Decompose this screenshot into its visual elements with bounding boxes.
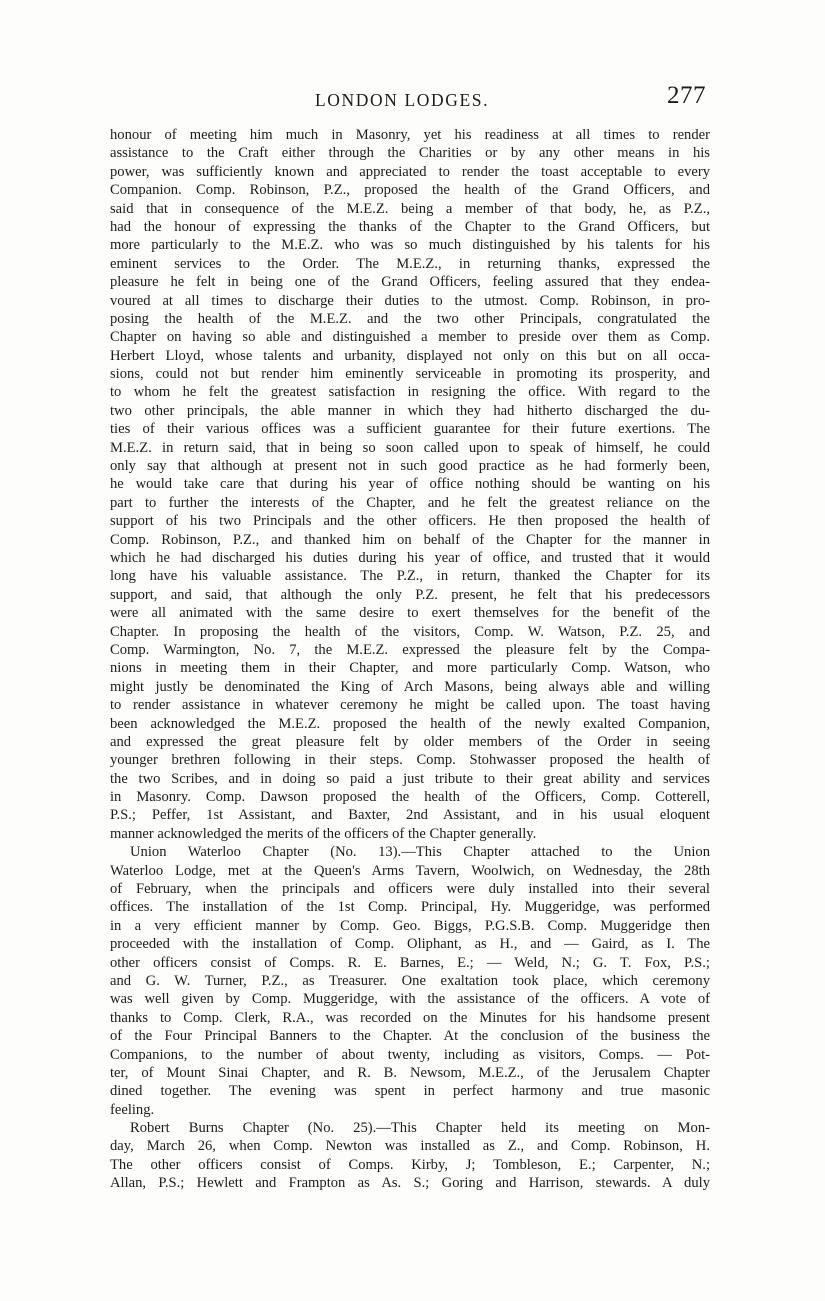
text-line: sions, could not but render him eminently serviceable in promoting its prosperity, and	[110, 366, 710, 383]
text-line: long have his valuable assistance. The P.Z., in return, thanked the Chapter for its	[110, 568, 710, 585]
text-line: Waterloo Lodge, met at the Queen's Arms Tavern, Woolwich, on Wednesday, the 28th	[110, 862, 710, 879]
text-line: thanks to Comp. Clerk, R.A., was recorded on the Minutes for his handsome present	[110, 1009, 710, 1026]
text-line: might justly be denominated the King of Arch Masons, being always able and willing	[110, 678, 710, 695]
text-line: ter, of Mount Sinai Chapter, and R. B. Newsom, M.E.Z., of the Jerusalem Chapter	[110, 1064, 710, 1081]
text-line: was well given by Comp. Muggeridge, with the assistance of the officers. A vote of	[110, 991, 710, 1008]
text-line: were all animated with the same desire to exert themselves for the benefit of the	[110, 605, 710, 622]
text-line: Companions, to the number of about twenty, including as visitors, Comps. — Pot-	[110, 1046, 710, 1063]
text-line: manner acknowledged the merits of the officers of the Chapter generally.	[110, 825, 537, 842]
text-line: assistance to the Craft either through the Charities or by any other means in his	[110, 145, 710, 162]
text-line: ties of their various offices was a sufficient guarantee for their future exertions. The	[110, 421, 710, 438]
text-line: two other principals, the able manner in which they had hitherto discharged the du-	[110, 402, 710, 419]
text-line: eminent services to the Order. The M.E.Z., in returning thanks, expressed the	[110, 255, 710, 272]
text-line: day, March 26, when Comp. Newton was installed as Z., and Comp. Robinson, H.	[110, 1138, 710, 1155]
text-line: Allan, P.S.; Hewlett and Frampton as As. S.; Goring and Harrison, stewards. A duly	[110, 1175, 710, 1192]
text-line: the two Scribes, and in doing so paid a just tribute to their great ability and services	[110, 770, 710, 787]
text-line: honour of meeting him much in Masonry, yet his readiness at all times to render	[110, 127, 710, 143]
text-line: of the Four Principal Banners to the Chapter. At the conclusion of the business the	[110, 1028, 710, 1045]
text-line: to render assistance in whatever ceremony he might be called upon. The toast having	[110, 697, 710, 714]
text-line: support of his two Principals and the other officers. He then proposed the health of	[110, 513, 710, 530]
text-line: in a very efficient manner by Comp. Geo. Biggs, P.G.S.B. Comp. Muggeridge then	[110, 917, 710, 934]
text-line: Chapter on having so able and distinguished a member to preside over them as Comp.	[110, 329, 710, 346]
text-line: Union Waterloo Chapter (No. 13).—This Chapter attached to the Union	[130, 844, 710, 861]
text-line: dined together. The evening was spent in perfect harmony and true masonic	[110, 1083, 710, 1100]
text-line: had the honour of expressing the thanks of the Chapter to the Grand Officers, but	[110, 218, 710, 235]
text-line: Comp. Warmington, No. 7, the M.E.Z. expressed the pleasure felt by the Compa-	[110, 641, 710, 658]
text-line: Companion. Comp. Robinson, P.Z., proposed the health of the Grand Officers, and	[110, 182, 710, 199]
text-line: pleasure he felt in being one of the Grand Officers, feeling assured that they endea-	[110, 274, 710, 291]
text-line: other officers consist of Comps. R. E. Barnes, E.; — Weld, N.; G. T. Fox, P.S.;	[110, 954, 710, 971]
text-line: nions in meeting them in their Chapter, and more particularly Comp. Watson, who	[110, 660, 710, 677]
text-line: Comp. Robinson, P.Z., and thanked him on behalf of the Chapter for the manner in	[110, 531, 710, 548]
body-text	[110, 126, 710, 1193]
text-line: power, was sufficiently known and appreciated to render the toast acceptable to every	[110, 163, 710, 180]
text-line: and expressed the great pleasure felt by older members of the Order in seeing	[110, 733, 710, 750]
text-line: more particularly to the M.E.Z. who was so much distinguished by his talents for his	[110, 237, 710, 254]
text-line: Herbert Lloyd, whose talents and urbanity, displayed not only on this but on all occa-	[110, 347, 710, 364]
text-line: been acknowledged the M.E.Z. proposed the health of the newly exalted Companion,	[110, 715, 710, 732]
text-line: Chapter. In proposing the health of the visitors, Comp. W. Watson, P.Z. 25, and	[110, 623, 710, 640]
text-line: said that in consequence of the M.E.Z. being a member of that body, he, as P.Z.,	[110, 200, 710, 217]
text-line: Robert Burns Chapter (No. 25).—This Chapter held its meeting on Mon-	[130, 1120, 710, 1137]
text-line: offices. The installation of the 1st Comp. Principal, Hy. Muggeridge, was performed	[110, 899, 710, 916]
text-line: in Masonry. Comp. Dawson proposed the health of the Officers, Comp. Cotterell,	[110, 789, 710, 806]
text-line: and G. W. Turner, P.Z., as Treasurer. One exaltation took place, which ceremony	[110, 972, 710, 989]
page-header	[110, 82, 710, 118]
text-line: proceeded with the installation of Comp. Oliphant, as H., and — Gaird, as I. The	[110, 936, 710, 953]
text-line: younger brethren following in their steps. Comp. Stohwasser proposed the health of	[110, 752, 710, 769]
text-line: of February, when the principals and officers were duly installed into their several	[110, 881, 710, 898]
text-line: only say that although at present not in such good practice as he had formerly been,	[110, 458, 710, 475]
text-line: posing the health of the M.E.Z. and the two other Principals, congratulated the	[110, 310, 710, 327]
text-line: The other officers consist of Comps. Kirby, J; Tombleson, E.; Carpenter, N.;	[110, 1156, 710, 1173]
text-line: he would take care that during his year of office nothing should be wanting on his	[110, 476, 710, 493]
text-line: support, and said, that although the only P.Z. present, he felt that his predecessors	[110, 586, 710, 603]
text-line: voured at all times to discharge their duties to the utmost. Comp. Robinson, in pro-	[110, 292, 710, 309]
text-line: M.E.Z. in return said, that in being so soon called upon to speak of himself, he could	[110, 439, 710, 456]
running-head: LONDON LODGES.	[315, 90, 490, 110]
text-line: which he had discharged his duties during his year of office, and trusted that it would	[110, 549, 710, 566]
text-line: feeling.	[110, 1101, 155, 1118]
text-line: part to further the interests of the Chapter, and he felt the greatest reliance on the	[110, 494, 710, 511]
page-number: 277	[667, 82, 706, 109]
text-line: P.S.; Peffer, 1st Assistant, and Baxter, 2nd Assistant, and in his usual eloquent	[110, 807, 710, 824]
text-line: to whom he felt the greatest satisfaction in resigning the office. With regard to the	[110, 384, 710, 401]
